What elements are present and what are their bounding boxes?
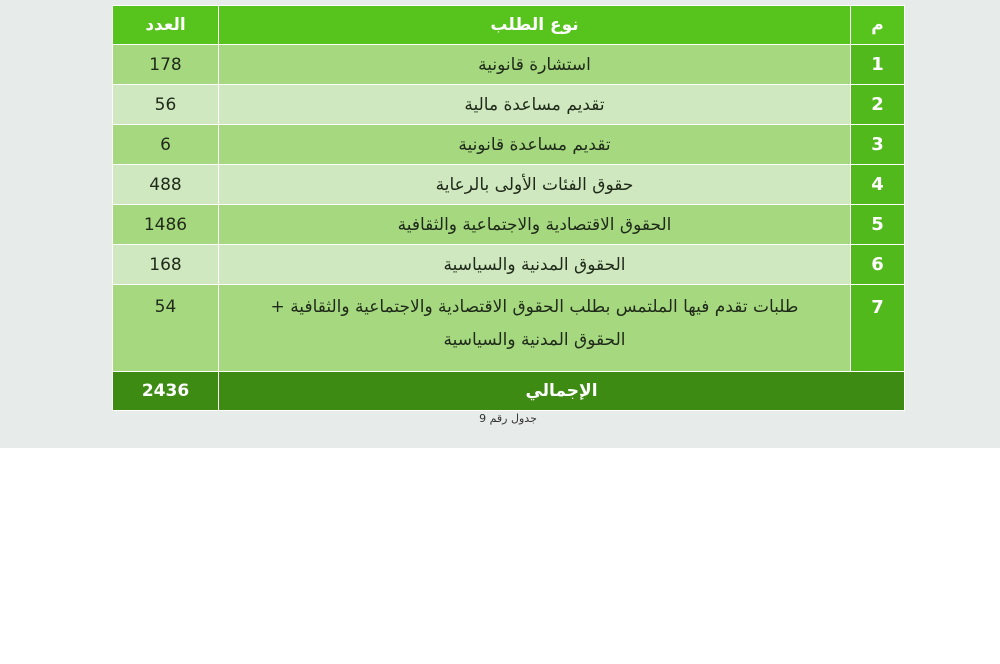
total-row [113,372,905,411]
row-type: طلبات تقدم فيها الملتمس بطلب الحقوق الاقتصادية والاجتماعية والثقافية + الحقوق المدنية والسياسية [219,285,851,372]
row-count: 168 [113,245,219,285]
table-row [113,245,905,285]
row-count: 6 [113,125,219,165]
table-row [113,285,905,372]
row-type: الحقوق المدنية والسياسية [219,245,851,285]
row-type: تقديم مساعدة قانونية [219,125,851,165]
header-row [113,6,905,45]
row-type: تقديم مساعدة مالية [219,85,851,125]
header-type: نوع الطلب [219,6,851,45]
row-type: الحقوق الاقتصادية والاجتماعية والثقافية [219,205,851,245]
row-index: 7 [851,285,905,372]
row-type: حقوق الفئات الأولى بالرعاية [219,165,851,205]
header-index: م [851,6,905,45]
total-label: الإجمالي [219,372,905,411]
requests-table [112,5,905,411]
row-index: 3 [851,125,905,165]
row-index: 2 [851,85,905,125]
table-row [113,165,905,205]
total-count: 2436 [113,372,219,411]
row-index: 5 [851,205,905,245]
table-row [113,205,905,245]
row-count: 178 [113,45,219,85]
row-index: 1 [851,45,905,85]
table-caption: جدول رقم 9 [479,412,537,425]
row-index: 4 [851,165,905,205]
header-count: العدد [113,6,219,45]
table-row [113,125,905,165]
table-row [113,45,905,85]
row-count: 56 [113,85,219,125]
table-row [113,85,905,125]
row-count: 488 [113,165,219,205]
row-index: 6 [851,245,905,285]
row-type: استشارة قانونية [219,45,851,85]
row-count: 54 [113,285,219,372]
row-count: 1486 [113,205,219,245]
